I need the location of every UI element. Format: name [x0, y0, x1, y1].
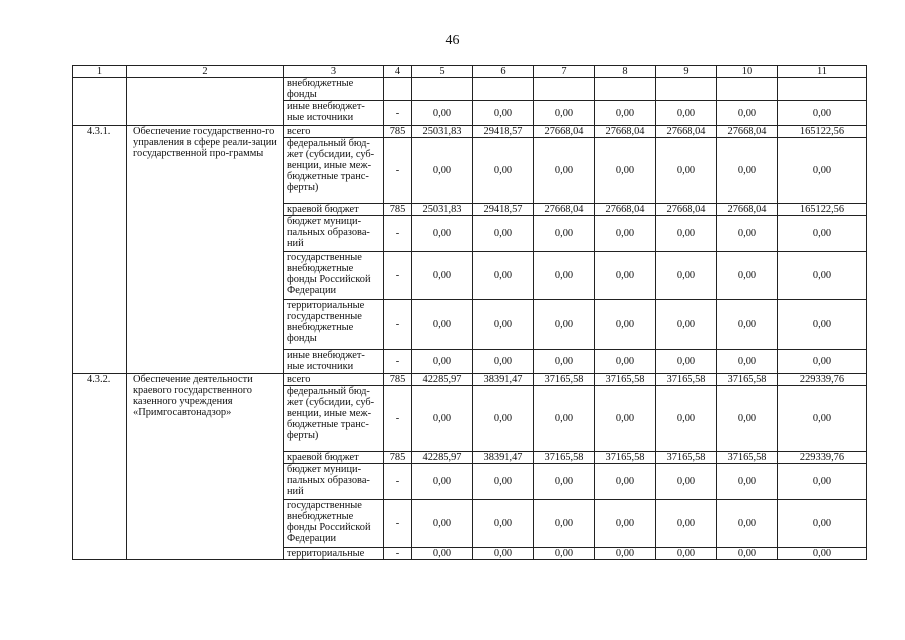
value-cell: 0,00 [595, 350, 656, 374]
value-cell: 37165,58 [717, 374, 778, 386]
value-cell: 0,00 [473, 500, 534, 548]
value-cell: 27668,04 [534, 126, 595, 138]
value-cell [778, 78, 867, 101]
value-cell: 0,00 [473, 350, 534, 374]
header-cell: 9 [656, 66, 717, 78]
value-cell: 27668,04 [717, 204, 778, 216]
grbs-cell: - [384, 548, 412, 560]
value-cell: 0,00 [717, 252, 778, 300]
value-cell: 0,00 [778, 548, 867, 560]
grbs-cell: - [384, 350, 412, 374]
value-cell: 37165,58 [656, 452, 717, 464]
grbs-cell: - [384, 138, 412, 204]
header-cell: 11 [778, 66, 867, 78]
value-cell [717, 78, 778, 101]
budget-table [72, 65, 867, 560]
value-cell: 0,00 [717, 548, 778, 560]
value-cell: 0,00 [595, 101, 656, 126]
header-cell: 6 [473, 66, 534, 78]
source-cell: государственные внебюджетные фонды Российской Федерации [284, 500, 384, 548]
value-cell: 29418,57 [473, 204, 534, 216]
value-cell: 0,00 [656, 252, 717, 300]
value-cell: 0,00 [717, 464, 778, 500]
header-cell: 8 [595, 66, 656, 78]
value-cell: 0,00 [595, 386, 656, 452]
page-number: 46 [445, 33, 460, 48]
value-cell: 37165,58 [717, 452, 778, 464]
header-row [73, 66, 867, 78]
source-cell: иные внебюджет-ные источники [284, 350, 384, 374]
source-cell: иные внебюджет-ные источники [284, 101, 384, 126]
value-cell: 0,00 [656, 548, 717, 560]
header-cell: 7 [534, 66, 595, 78]
value-cell: 37165,58 [595, 374, 656, 386]
value-cell [656, 78, 717, 101]
value-cell: 37165,58 [595, 452, 656, 464]
value-cell [473, 78, 534, 101]
value-cell: 0,00 [778, 300, 867, 350]
source-cell: краевой бюджет [284, 204, 384, 216]
source-cell: краевой бюджет [284, 452, 384, 464]
header-cell: 10 [717, 66, 778, 78]
value-cell: 0,00 [534, 500, 595, 548]
value-cell: 37165,58 [534, 374, 595, 386]
value-cell: 0,00 [778, 464, 867, 500]
value-cell: 0,00 [656, 101, 717, 126]
section-code: 4.3.2. [73, 374, 127, 560]
value-cell: 0,00 [473, 300, 534, 350]
value-cell: 0,00 [717, 101, 778, 126]
value-cell [534, 78, 595, 101]
value-cell: 0,00 [473, 548, 534, 560]
source-cell: всего [284, 374, 384, 386]
value-cell: 0,00 [473, 464, 534, 500]
value-cell: 0,00 [656, 216, 717, 252]
value-cell: 0,00 [778, 500, 867, 548]
value-cell: 0,00 [595, 300, 656, 350]
value-cell: 0,00 [412, 350, 473, 374]
value-cell: 0,00 [595, 138, 656, 204]
value-cell: 27668,04 [656, 204, 717, 216]
value-cell: 27668,04 [595, 126, 656, 138]
value-cell: 0,00 [473, 138, 534, 204]
value-cell: 0,00 [778, 101, 867, 126]
value-cell: 37165,58 [656, 374, 717, 386]
grbs-cell: - [384, 500, 412, 548]
section-code: 4.3.1. [73, 126, 127, 374]
value-cell: 27668,04 [534, 204, 595, 216]
value-cell: 0,00 [534, 548, 595, 560]
header-cell: 3 [284, 66, 384, 78]
value-cell: 0,00 [717, 138, 778, 204]
value-cell: 165122,56 [778, 204, 867, 216]
value-cell: 0,00 [717, 386, 778, 452]
value-cell: 0,00 [595, 216, 656, 252]
value-cell: 0,00 [412, 548, 473, 560]
value-cell: 0,00 [534, 350, 595, 374]
value-cell: 0,00 [412, 216, 473, 252]
header-cell: 4 [384, 66, 412, 78]
value-cell: 0,00 [595, 464, 656, 500]
value-cell: 29418,57 [473, 126, 534, 138]
value-cell: 0,00 [717, 300, 778, 350]
value-cell: 0,00 [534, 216, 595, 252]
grbs-cell: 785 [384, 374, 412, 386]
value-cell: 0,00 [473, 216, 534, 252]
value-cell: 25031,83 [412, 126, 473, 138]
value-cell: 0,00 [412, 464, 473, 500]
source-cell: государственные внебюджетные фонды Российской Федерации [284, 252, 384, 300]
source-cell: всего [284, 126, 384, 138]
value-cell [595, 78, 656, 101]
value-cell: 0,00 [717, 216, 778, 252]
value-cell: 0,00 [656, 138, 717, 204]
value-cell: 27668,04 [717, 126, 778, 138]
value-cell: 27668,04 [595, 204, 656, 216]
grbs-cell: - [384, 300, 412, 350]
value-cell: 37165,58 [534, 452, 595, 464]
value-cell: 0,00 [412, 386, 473, 452]
value-cell: 0,00 [778, 138, 867, 204]
value-cell: 0,00 [534, 252, 595, 300]
section-name: Обеспечение деятельности краевого государственного казенного учреждения «Примгосавтонадзор» [127, 374, 284, 560]
value-cell: 38391,47 [473, 452, 534, 464]
source-cell: бюджет муници-пальных образова-ний [284, 216, 384, 252]
grbs-cell: - [384, 101, 412, 126]
header-cell: 2 [127, 66, 284, 78]
source-cell: территориальные [284, 548, 384, 560]
value-cell: 0,00 [778, 216, 867, 252]
value-cell: 0,00 [656, 350, 717, 374]
value-cell: 0,00 [534, 138, 595, 204]
value-cell: 0,00 [778, 350, 867, 374]
table-row [73, 374, 867, 386]
value-cell: 0,00 [595, 548, 656, 560]
value-cell: 25031,83 [412, 204, 473, 216]
source-cell: внебюджетные фонды [284, 78, 384, 101]
value-cell: 0,00 [656, 500, 717, 548]
value-cell: 0,00 [656, 464, 717, 500]
value-cell: 0,00 [778, 252, 867, 300]
source-cell: федеральный бюд-жет (субсидии, суб-венции, иные меж-бюджетные транс-ферты) [284, 386, 384, 452]
value-cell: 0,00 [778, 386, 867, 452]
section-name: Обеспечение государственно-го управления в сфере реали-зации государственной про-граммы [127, 126, 284, 374]
table-row [73, 78, 867, 101]
value-cell: 0,00 [534, 300, 595, 350]
code-cell [73, 78, 127, 126]
value-cell: 165122,56 [778, 126, 867, 138]
value-cell: 0,00 [534, 101, 595, 126]
name-cell [127, 78, 284, 126]
header-cell: 5 [412, 66, 473, 78]
value-cell [384, 78, 412, 101]
value-cell: 27668,04 [656, 126, 717, 138]
value-cell: 0,00 [412, 300, 473, 350]
grbs-cell: - [384, 386, 412, 452]
grbs-cell: 785 [384, 126, 412, 138]
value-cell [412, 78, 473, 101]
value-cell: 0,00 [412, 252, 473, 300]
source-cell: бюджет муници-пальных образова-ний [284, 464, 384, 500]
source-cell: территориальные государственные внебюджетные фонды [284, 300, 384, 350]
value-cell: 42285,97 [412, 452, 473, 464]
value-cell: 0,00 [473, 252, 534, 300]
value-cell: 0,00 [656, 300, 717, 350]
value-cell: 0,00 [717, 350, 778, 374]
grbs-cell: - [384, 216, 412, 252]
grbs-cell: 785 [384, 452, 412, 464]
value-cell: 38391,47 [473, 374, 534, 386]
table-row [73, 126, 867, 138]
grbs-cell: - [384, 464, 412, 500]
value-cell: 229339,76 [778, 452, 867, 464]
value-cell: 42285,97 [412, 374, 473, 386]
value-cell: 0,00 [595, 252, 656, 300]
value-cell: 0,00 [717, 500, 778, 548]
value-cell: 0,00 [656, 386, 717, 452]
header-cell: 1 [73, 66, 127, 78]
value-cell: 0,00 [473, 386, 534, 452]
value-cell: 0,00 [473, 101, 534, 126]
value-cell: 0,00 [412, 500, 473, 548]
value-cell: 0,00 [412, 138, 473, 204]
source-cell: федеральный бюд-жет (субсидии, суб-венции, иные меж-бюджетные транс-ферты) [284, 138, 384, 204]
grbs-cell: 785 [384, 204, 412, 216]
value-cell: 0,00 [412, 101, 473, 126]
value-cell: 0,00 [534, 464, 595, 500]
value-cell: 0,00 [595, 500, 656, 548]
value-cell: 0,00 [534, 386, 595, 452]
value-cell: 229339,76 [778, 374, 867, 386]
grbs-cell: - [384, 252, 412, 300]
